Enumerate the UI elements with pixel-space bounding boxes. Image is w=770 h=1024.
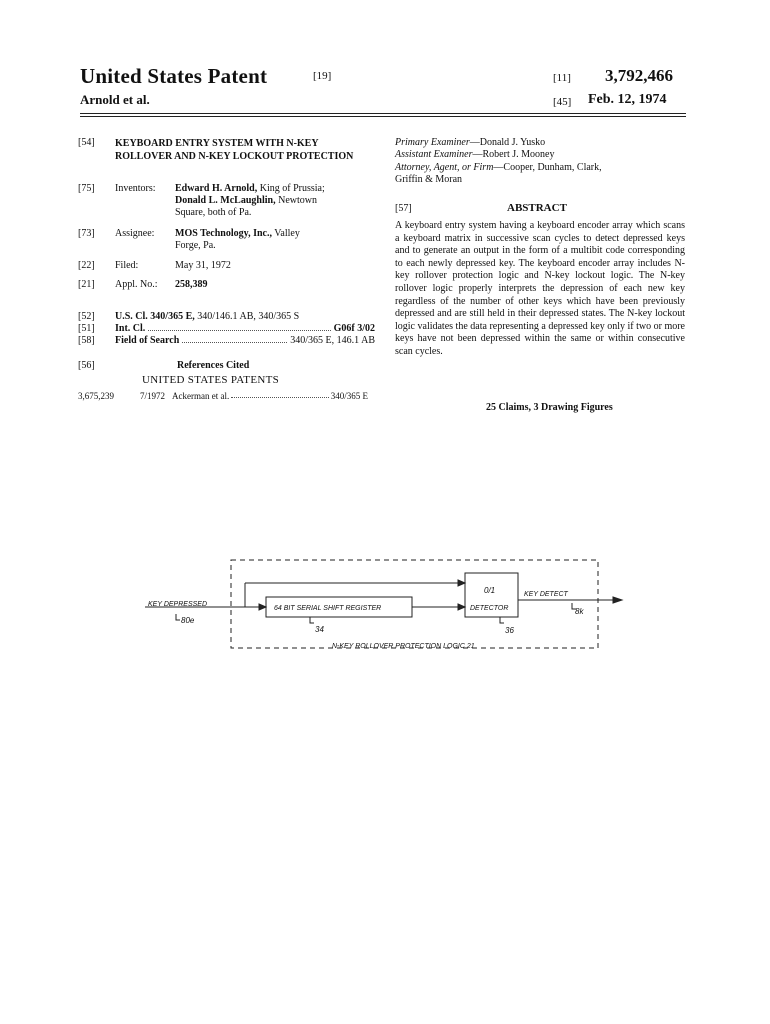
code-57: [57] xyxy=(395,203,412,214)
code-22: [22] xyxy=(78,260,95,271)
detector-label: DETECTOR xyxy=(470,605,509,612)
code-45: [45] xyxy=(553,96,572,108)
inventors-value: Edward H. Arnold, King of Prussia; Donald L. McLaughlin, Newtown Square, both of Pa. xyxy=(175,183,325,218)
inventors-label: Inventors: xyxy=(115,183,156,194)
reference-row: 3,675,239 7/1972 Ackerman et al. 340/365 E xyxy=(78,391,368,401)
primary-examiner: Primary Examiner—Donald J. Yusko xyxy=(395,137,546,148)
invention-title: KEYBOARD ENTRY SYSTEM WITH N-KEY ROLLOVER AND N-KEY LOCKOUT PROTECTION xyxy=(115,138,354,162)
code-11: [11] xyxy=(553,72,571,84)
output-ref: 8k xyxy=(575,607,584,616)
code-19: [19] xyxy=(313,70,332,82)
filed-label: Filed: xyxy=(115,260,139,271)
code-21: [21] xyxy=(78,279,95,290)
block-diagram xyxy=(0,540,770,670)
register-label: 64 BIT SERIAL SHIFT REGISTER xyxy=(274,605,382,612)
code-51: [51] xyxy=(78,323,95,334)
input-label: KEY DEPRESSED xyxy=(148,601,208,608)
us-class: U.S. Cl. 340/365 E, 340/146.1 AB, 340/365 S xyxy=(115,311,300,322)
code-73: [73] xyxy=(78,228,95,239)
abstract-heading: ABSTRACT xyxy=(507,202,567,214)
appl-no-value: 258,389 xyxy=(175,279,208,290)
input-ref: 80e xyxy=(181,616,195,625)
appl-no-label: Appl. No.: xyxy=(115,279,158,290)
patent-number: 3,792,466 xyxy=(605,66,673,85)
header-rule xyxy=(80,113,686,114)
references-heading: References Cited xyxy=(177,360,250,371)
filed-value: May 31, 1972 xyxy=(175,260,231,271)
inventor-2: Donald L. McLaughlin, xyxy=(175,195,276,206)
inventors-short: Arnold et al. xyxy=(80,92,150,107)
field-of-search: Field of Search 340/365 E, 146.1 AB xyxy=(115,335,375,346)
references-subheading: UNITED STATES PATENTS xyxy=(142,374,280,386)
logic-label: N-KEY ROLLOVER PROTECTION LOGIC 21 xyxy=(332,643,475,650)
assignee-value: MOS Technology, Inc., Valley Forge, Pa. xyxy=(175,228,300,251)
logic-dashed-boundary xyxy=(231,560,598,648)
int-class: Int. Cl. G06f 3/02 xyxy=(115,323,375,334)
code-58: [58] xyxy=(78,335,95,346)
input-arrow xyxy=(259,604,266,610)
patent-title: United States Patent xyxy=(80,64,268,88)
code-52: [52] xyxy=(78,311,95,322)
assignee-name: MOS Technology, Inc., xyxy=(175,228,272,239)
detector-top-label: 0/1 xyxy=(484,586,496,595)
abstract-text: A keyboard entry system having a keyboard encoder array which scans a keyboard matrix in successive scan cycles to detect depressed keys and to generate an output in the form of a multibit code corresponding to each newly depressed key. The keyboard encoder array includes N-key rollover protection logic and N-key lockout logic. The N-key rollover logic properly interprets the depression of each new key regardless of the number of other keys which have been previously depressed and are still held in their depressed states. The N-key lockout logic validates the data representing a depressed key only if two or more keys have not been depressed within the same or within consecutive scan cycles. xyxy=(395,220,685,357)
register-ref: 34 xyxy=(315,625,324,634)
code-75: [75] xyxy=(78,183,95,194)
patent-date: Feb. 12, 1974 xyxy=(588,92,667,107)
claims-count: 25 Claims, 3 Drawing Figures xyxy=(486,402,613,413)
assignee-label: Assignee: xyxy=(115,228,155,239)
code-56: [56] xyxy=(78,360,95,371)
assistant-examiner: Assistant Examiner—Robert J. Mooney xyxy=(395,149,555,160)
code-54: [54] xyxy=(78,137,95,148)
detector-ref: 36 xyxy=(505,626,514,635)
output-arrow xyxy=(613,597,622,603)
inventor-1: Edward H. Arnold, xyxy=(175,183,258,194)
header-rule-2 xyxy=(80,116,686,117)
output-label: KEY DETECT xyxy=(524,591,568,598)
attorney: Attorney, Agent, or Firm—Cooper, Dunham, Clark, Griffin & Moran xyxy=(395,162,602,185)
